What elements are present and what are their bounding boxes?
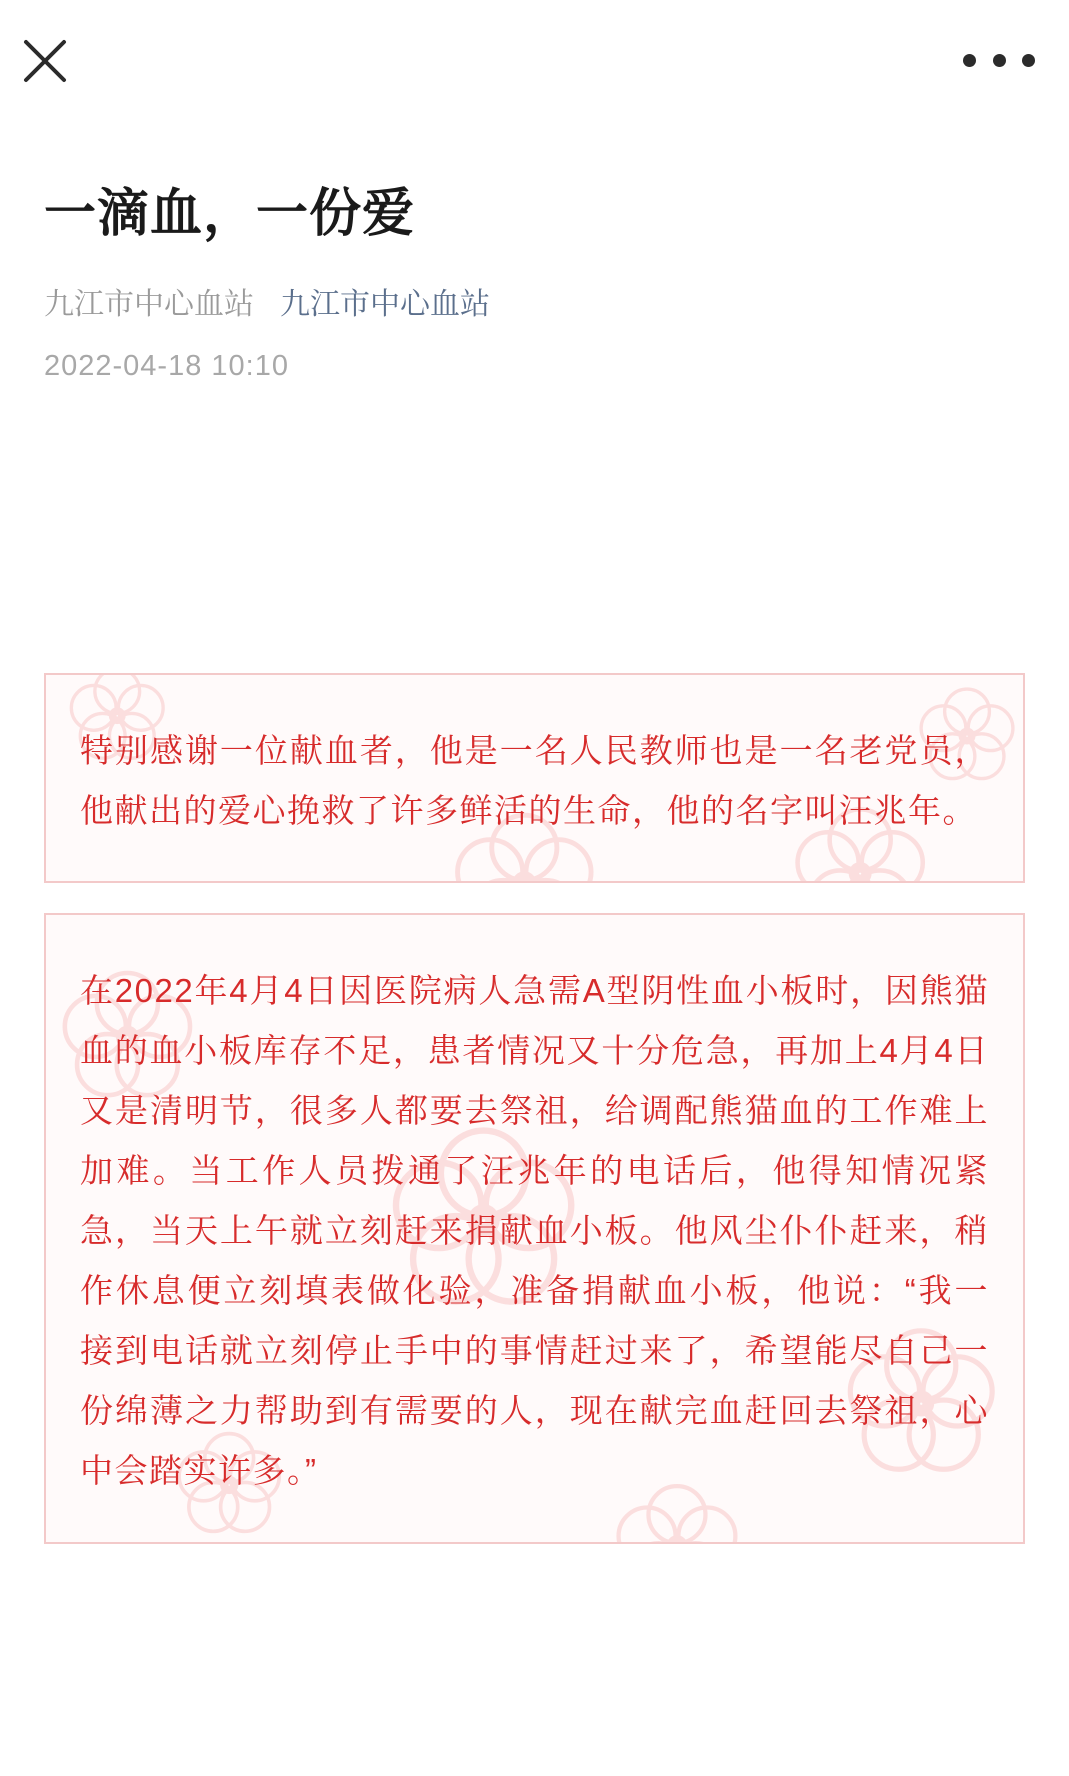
article [0,182,1069,1544]
more-options-icon[interactable] [963,46,1035,74]
thanks-block [44,673,1025,883]
close-icon[interactable] [22,38,68,84]
more-dot [1022,54,1035,67]
thanks-paragraph: 特别感谢一位献血者，他是一名人民教师也是一名老党员，他献出的爱心挽救了许多鲜活的生命，他的名字叫汪兆年。 [80,732,989,830]
account-link[interactable]: 九江市中心血站 [280,288,490,321]
article-content [44,673,1025,1544]
more-dot [993,54,1006,67]
story-paragraph: 在2022年4月4日因医院病人急需A型阴性血小板时，因熊猫血的血小板库存不足，患者情况又十分危急，再加上4月4日又是清明节，很多人都要去祭祖，给调配熊猫血的工作难上加难。当工作人员拨通了汪兆年的电话后，他得知情况紧急，当天上午就立刻赶来捐献血小板。他风尘仆仆赶来，稍作休息便立刻填表做化验，准备捐献血小板，他说：“我一接到电话就立刻停止手中的事情赶过来了，希望能尽自己一份绵薄之力帮助到有需要的人，现在献完血赶回去祭祖，心中会踏实许多。” [80,972,989,1490]
page-title: 一滴血，一份爱 [44,185,416,243]
byline [44,285,1025,324]
top-bar [0,0,1069,118]
publish-time: 2022-04-18 10:10 [44,350,289,382]
more-dot [963,54,976,67]
story-block [44,913,1025,1543]
article-source: 九江市中心血站 [44,288,254,321]
